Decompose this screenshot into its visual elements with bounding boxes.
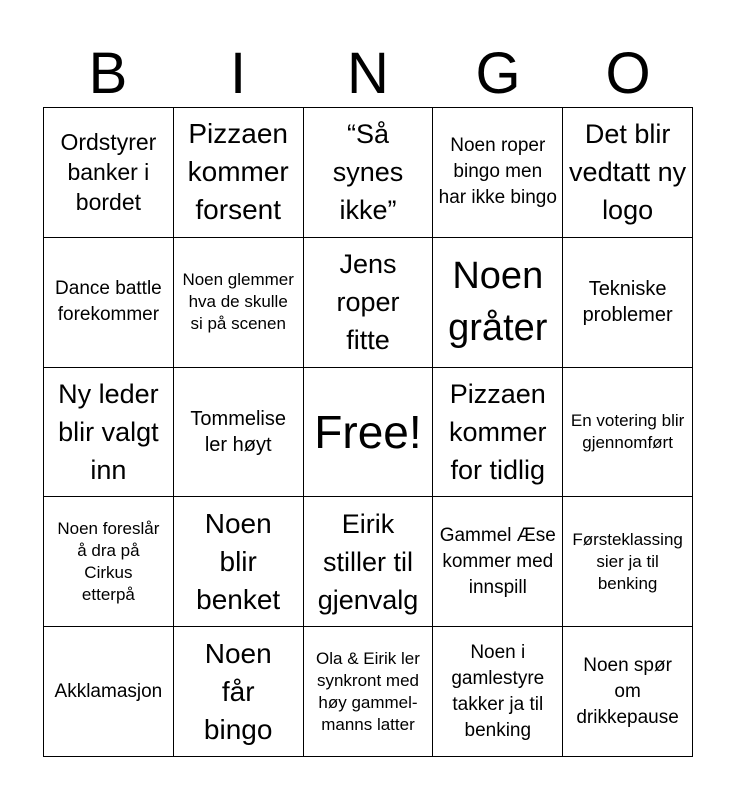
bingo-cell[interactable] bbox=[44, 368, 174, 498]
cell-text: Ola & Eirik ler synkront med høy gammel-manns latter bbox=[316, 648, 420, 734]
bingo-cell[interactable] bbox=[174, 497, 304, 627]
cell-text: Akklamasjon bbox=[54, 680, 163, 702]
cell-text: Noen glemmer hva de skulle si på scenen bbox=[182, 270, 294, 334]
free-space: Free! bbox=[314, 405, 422, 458]
cell-text: Noen får bingo bbox=[203, 637, 273, 745]
cell-text: Jens roper fitte bbox=[336, 249, 400, 356]
bingo-cell[interactable] bbox=[563, 627, 693, 757]
cell-text: “Så synes ikke” bbox=[332, 119, 404, 226]
bingo-cell[interactable] bbox=[304, 497, 434, 627]
bingo-cell[interactable] bbox=[563, 108, 693, 238]
bingo-cell[interactable] bbox=[304, 627, 434, 757]
bingo-cell[interactable] bbox=[433, 368, 563, 498]
bingo-cell[interactable] bbox=[44, 238, 174, 368]
cell-text: En votering blir gjennomført bbox=[570, 410, 685, 452]
bingo-cell[interactable] bbox=[174, 368, 304, 498]
cell-text: Gammel Æse kommer med innspill bbox=[439, 524, 556, 598]
bingo-cell[interactable] bbox=[304, 368, 434, 498]
bingo-cell[interactable] bbox=[433, 108, 563, 238]
bingo-cell[interactable] bbox=[174, 238, 304, 368]
bingo-cell[interactable] bbox=[563, 497, 693, 627]
cell-text: Tekniske problemer bbox=[582, 278, 673, 327]
bingo-cell[interactable] bbox=[433, 627, 563, 757]
bingo-cell[interactable] bbox=[563, 368, 693, 498]
cell-text: Noen blir benket bbox=[196, 507, 281, 615]
cell-text: Dance battle forekommer bbox=[55, 278, 162, 326]
cell-text: Noen roper bingo men har ikke bingo bbox=[438, 135, 557, 209]
bingo-cell[interactable] bbox=[304, 108, 434, 238]
bingo-cell[interactable] bbox=[563, 238, 693, 368]
cell-text: Førsteklassing sier ja til benking bbox=[572, 529, 683, 593]
cell-text: Noen foreslår å dra på Cirkus etterpå bbox=[57, 518, 160, 604]
cell-text: Ordstyrer banker i bordet bbox=[60, 129, 157, 216]
bingo-cell[interactable] bbox=[44, 108, 174, 238]
bingo-header bbox=[43, 40, 693, 108]
header-letter-n: N bbox=[347, 41, 389, 106]
cell-text: Pizzaen kommer for tidlig bbox=[449, 378, 547, 485]
cell-text: Det blir vedtatt ny logo bbox=[569, 119, 687, 226]
bingo-grid bbox=[43, 107, 693, 757]
header-letter-o: O bbox=[605, 41, 651, 106]
bingo-cell[interactable] bbox=[44, 627, 174, 757]
bingo-cell[interactable] bbox=[433, 497, 563, 627]
header-letter-b: B bbox=[88, 41, 128, 106]
cell-text: Ny leder blir valgt inn bbox=[58, 378, 159, 485]
bingo-cell[interactable] bbox=[44, 497, 174, 627]
cell-text: Noen i gamlestyre takker ja til benking bbox=[451, 641, 545, 741]
cell-text: Tommelise ler høyt bbox=[190, 407, 286, 456]
cell-text: Eirik stiller til gjenvalg bbox=[317, 508, 419, 615]
bingo-cell[interactable] bbox=[433, 238, 563, 368]
bingo-cell[interactable] bbox=[174, 627, 304, 757]
bingo-cell[interactable] bbox=[304, 238, 434, 368]
cell-text: Noen spør om drikkepause bbox=[576, 654, 679, 728]
header-letter-i: I bbox=[229, 41, 247, 106]
bingo-cell[interactable] bbox=[174, 108, 304, 238]
cell-text: Noen gråter bbox=[448, 255, 548, 350]
header-letter-g: G bbox=[475, 41, 521, 106]
cell-text: Pizzaen kommer forsent bbox=[187, 118, 289, 226]
